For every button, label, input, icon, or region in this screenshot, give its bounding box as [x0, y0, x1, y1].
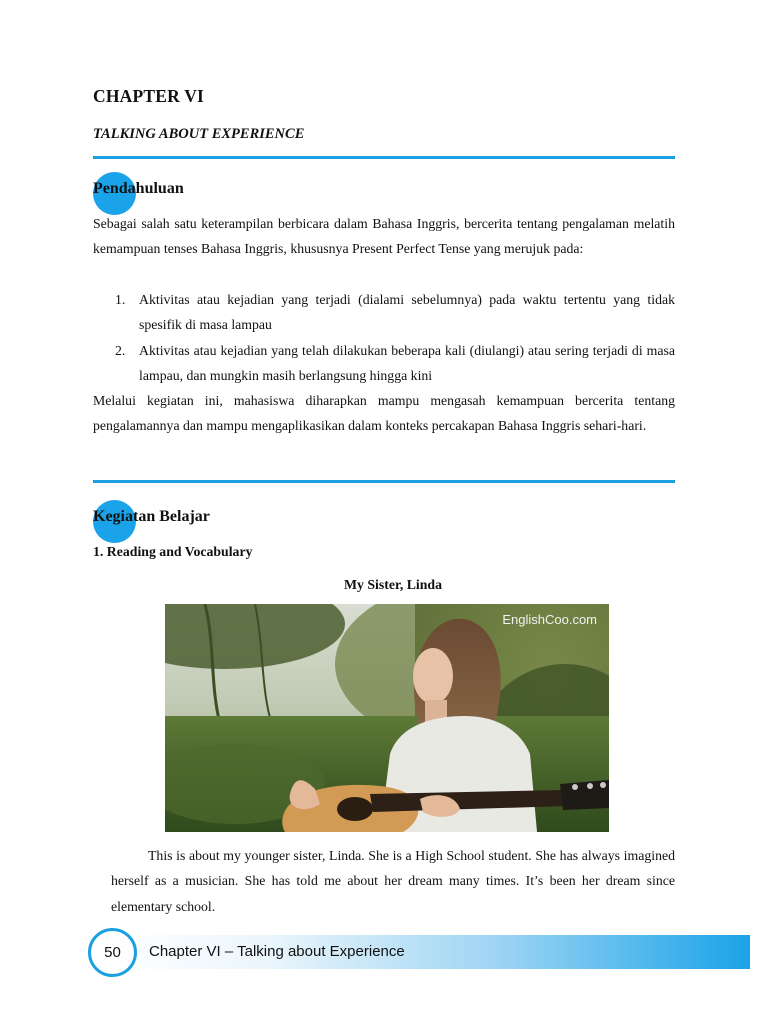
intro-paragraph: Sebagai salah satu keterampilan berbicara dalam Bahasa Inggris, bercerita tentang pengalaman melatih kemampuan tenses Bahasa Inggris, khususnya Present Perfect Tense yang merujuk pada: [93, 216, 675, 257]
story-body [111, 843, 675, 919]
section-heading-activity [93, 508, 210, 526]
list-item-number: 2. [115, 342, 126, 358]
list-item-text: Aktivitas atau kejadian yang telah dilakukan beberapa kali (diulangi) atau sering terjadi di masa lampau, dan mungkin masih berlangsung hingga kini [139, 342, 675, 383]
page-number: 50 [104, 944, 121, 961]
divider-top [93, 156, 675, 159]
story-paragraph: This is about my younger sister, Linda. She is a High School student. She has always imagined herself as a musician. She has told me about her dream many times. It’s been her dream since elementary school. [111, 848, 675, 914]
list-item-number: 1. [115, 292, 126, 307]
footer-chapter-label: Chapter VI – Talking about Experience [149, 943, 405, 960]
chapter-title: CHAPTER VI [93, 86, 205, 106]
intro-list [93, 287, 675, 388]
story-title: My Sister, Linda [344, 577, 442, 592]
girl-with-guitar-photo [165, 604, 609, 832]
chapter-subtitle: TALKING ABOUT EXPERIENCE [93, 126, 305, 142]
page-number-badge [88, 928, 137, 977]
intro-closing-paragraph: Melalui kegiatan ini, mahasiswa diharapkan mampu mengasah kemampuan bercerita tentang pengalamannya dan mampu mengaplikasikan dalam konteks percakapan Bahasa Inggris sehari-hari. [93, 393, 675, 434]
list-item [93, 338, 675, 389]
list-item-text: Aktivitas atau kejadian yang terjadi (dialami sebelumnya) pada waktu tertentu yang tidak spesifik di masa lampau [139, 292, 675, 333]
section-heading-intro [93, 180, 184, 198]
divider-middle [93, 480, 675, 483]
list-item [93, 287, 675, 338]
section-heading-label: Kegiatan Belajar [93, 508, 210, 525]
subsection-heading: 1. Reading and Vocabulary [93, 544, 253, 559]
photo-watermark: EnglishCoo.com [502, 612, 597, 627]
section-heading-label: Pendahuluan [93, 180, 184, 197]
